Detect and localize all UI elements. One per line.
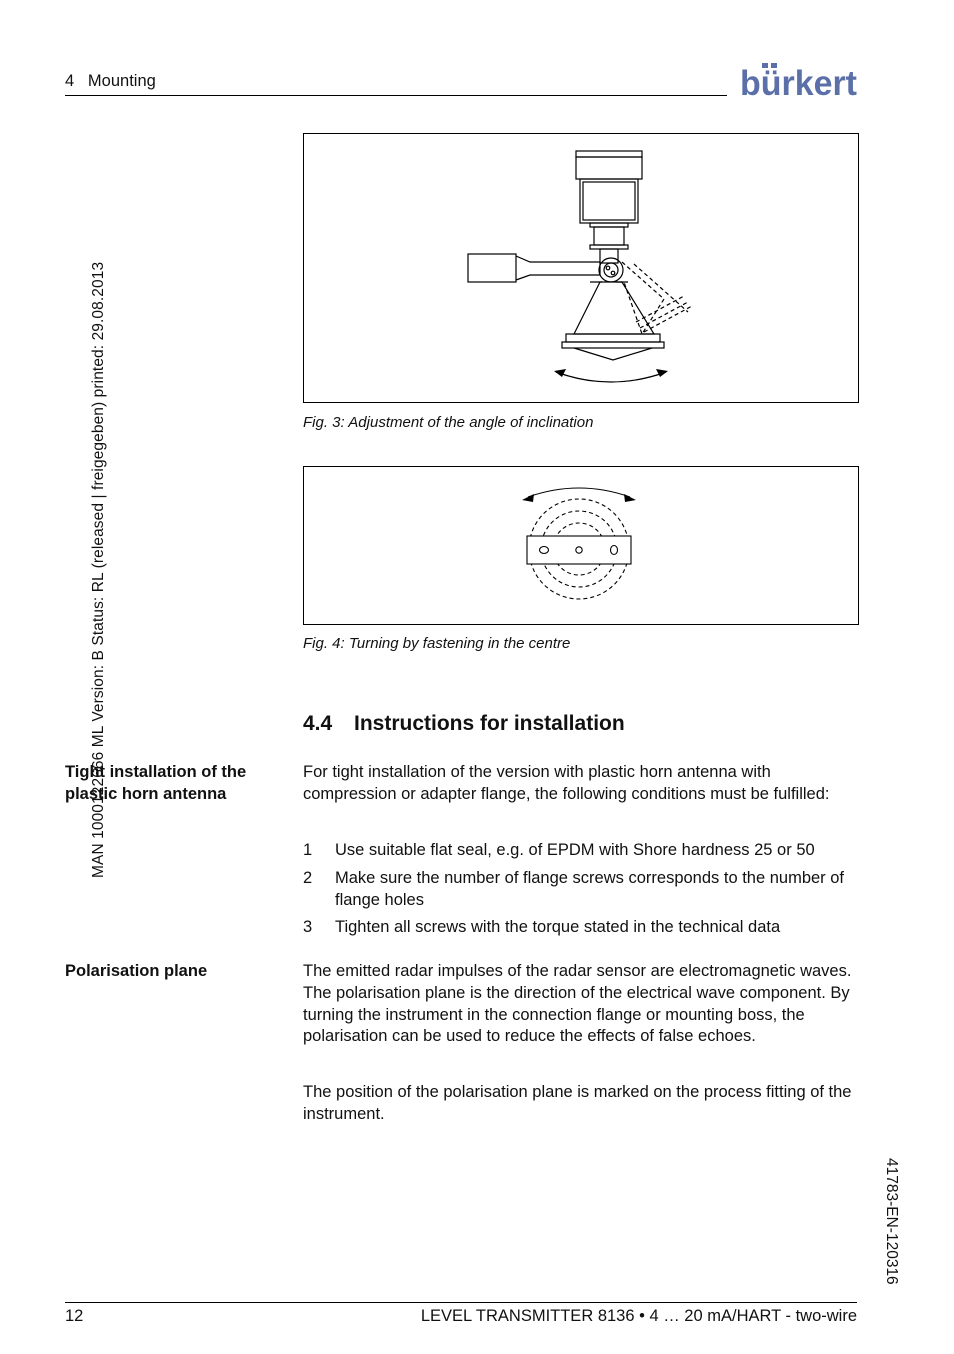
section-title: Instructions for installation xyxy=(354,712,625,735)
page-number: 12 xyxy=(65,1307,84,1325)
document-code: 41783-EN-120316 xyxy=(883,1158,900,1285)
section-heading xyxy=(303,712,625,736)
list-item: 1 Use suitable flat seal, e.g. of EPDM with Shore hardness 25 or 50 xyxy=(303,841,815,859)
polarisation-paragraph-1: The emitted radar impulses of the radar sensor are electromagnetic waves. The polarisation plane is the direction of the electrical wave component. By turning the instrument in the connection flange or mounting boss, the polarisation can be used to reduce the effects of false echoes. xyxy=(303,962,852,1046)
footer-rule xyxy=(65,1302,857,1303)
tight-installation-intro: For tight installation of the version with plastic horn antenna with compression or adapter flange, the following conditions must be fulfilled: xyxy=(303,763,830,803)
margin-label-polarisation: Polarisation plane xyxy=(65,962,208,980)
list-item: 3 Tighten all screws with the torque stated in the technical data xyxy=(303,918,781,937)
figure-inclination-adjustment xyxy=(303,133,859,403)
section-number: 4.4 xyxy=(303,712,333,735)
brand-logo xyxy=(740,62,858,100)
footer-product-title: LEVEL TRANSMITTER 8136 • 4 … 20 mA/HART - two-wire xyxy=(420,1307,857,1325)
figure-3-caption: Fig. 3: Adjustment of the angle of inclination xyxy=(303,414,594,431)
figure-centre-fastening xyxy=(303,466,859,625)
list-item: 2 Make sure the number of flange screws corresponds to the number of flange holes xyxy=(303,868,845,909)
installation-steps-list xyxy=(303,840,859,945)
margin-label-tight-installation: Tight installation of the plastic horn antenna xyxy=(65,763,247,803)
header-section-title: 4 Mounting xyxy=(65,72,156,90)
polarisation-paragraph-2: The position of the polarisation plane is marked on the process fitting of the instrument. xyxy=(303,1083,852,1123)
figure-4-caption: Fig. 4: Turning by fastening in the centre xyxy=(303,635,571,652)
brand-logo-text: bürkert xyxy=(740,64,858,100)
header-rule xyxy=(65,95,727,96)
document-status-sidebar: MAN 1000122666 ML Version: B Status: RL (released | freigegeben) printed: 29.08.2013 xyxy=(90,261,107,878)
